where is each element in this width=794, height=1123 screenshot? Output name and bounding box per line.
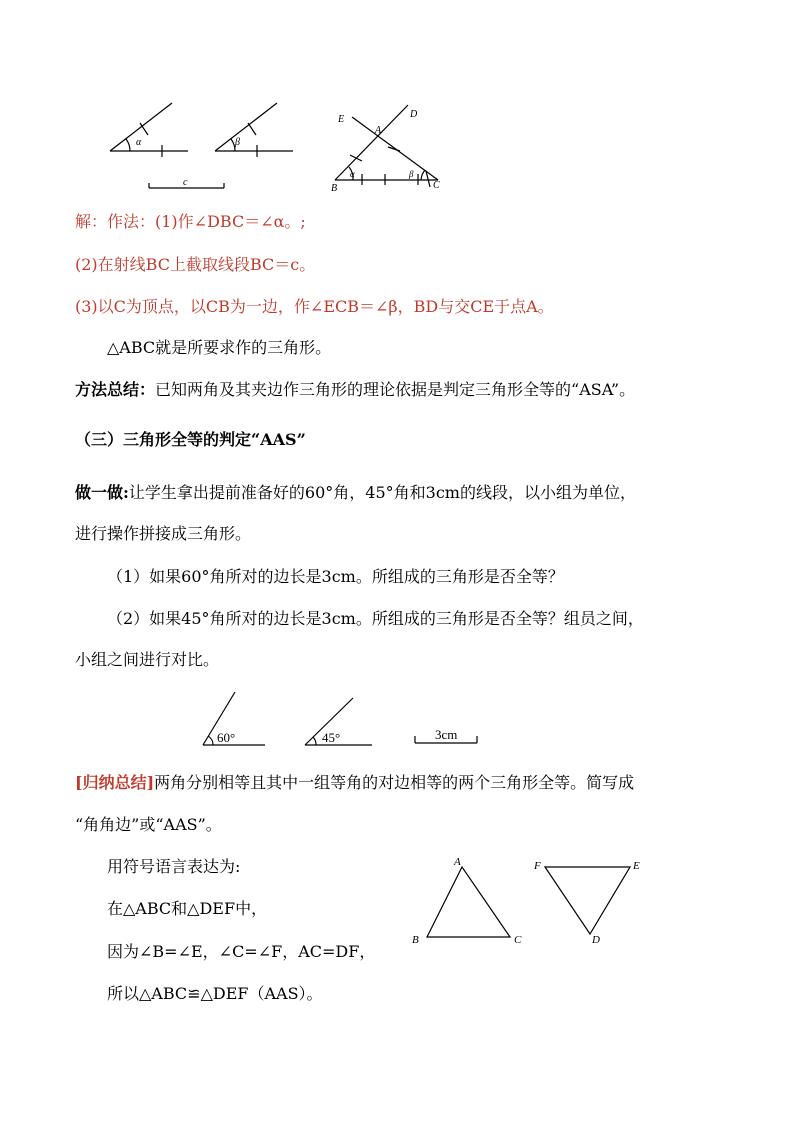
point-d-label: D xyxy=(410,109,418,120)
angle-45-label: 45° xyxy=(322,730,341,745)
tri-b-label: B xyxy=(412,934,419,946)
solution-step-3: (3)以C为顶点，以CB为一边，作∠ECB＝∠β，BD与交CE于点A。 xyxy=(75,297,554,316)
tri-alpha-label: α xyxy=(350,169,355,179)
beta-label: β xyxy=(235,137,240,148)
point-e-label: E xyxy=(338,114,345,125)
symbolic-line-1: 在△ABC和△DEF中， xyxy=(107,899,268,918)
activity-paragraph xyxy=(75,481,636,505)
tri-a-label: A xyxy=(454,856,461,868)
angle-segment-figure xyxy=(195,688,485,753)
solution-step-1: 解：作法：(1)作∠DBC＝∠α。; xyxy=(75,212,306,231)
symbolic-intro: 用符号语言表达为: xyxy=(107,857,241,876)
point-b-label: B xyxy=(331,183,338,194)
tri-d-label: D xyxy=(592,934,600,946)
alpha-label: α xyxy=(136,137,142,148)
solution-step-2: (2)在射线BC上截取线段BC＝c。 xyxy=(75,255,316,274)
angle-60-label: 60° xyxy=(217,730,236,745)
triangles-figure xyxy=(405,852,655,952)
point-a-label: A xyxy=(375,125,382,136)
point-c-label: C xyxy=(433,180,440,191)
tri-c-label: C xyxy=(514,934,522,946)
tri-e-label: E xyxy=(633,860,640,872)
segment-c-label: c xyxy=(183,177,188,188)
symbolic-line-3: 所以△ABC≌△DEF（AAS）。 xyxy=(107,984,323,1003)
activity-question-2-cont: 小组之间进行对比。 xyxy=(75,650,220,669)
summary-text-2: “角角边”或“AAS”。 xyxy=(75,815,222,834)
tri-f-label: F xyxy=(534,860,541,872)
segment-3cm-label: 3cm xyxy=(435,727,458,742)
activity-question-1: （1）如果60°角所对的边长是3cm。所组成的三角形是否全等？ xyxy=(107,567,564,586)
summary-label: [归纳总结] xyxy=(75,773,155,792)
construction-figure xyxy=(100,95,460,205)
activity-question-2: （2）如果45°角所对的边长是3cm。所组成的三角形是否全等？组员之间， xyxy=(107,609,644,628)
activity-text-2: 进行操作拼接成三角形。 xyxy=(75,524,252,543)
section-title: （三）三角形全等的判定“AAS” xyxy=(75,430,306,449)
activity-label: 做一做: xyxy=(75,483,129,502)
summary-paragraph xyxy=(75,771,634,795)
solution-conclusion: △ABC就是所要求作的三角形。 xyxy=(107,338,332,357)
method-text: 已知两角及其夹边作三角形的理论依据是判定三角形全等的“ASA”。 xyxy=(155,380,636,399)
activity-text-1: 让学生拿出提前准备好的60°角，45°角和3cm的线段，以小组为单位， xyxy=(128,483,636,502)
symbolic-line-2: 因为∠B=∠E，∠C=∠F，AC=DF， xyxy=(107,942,376,961)
summary-text-1: 两角分别相等且其中一组等角的对边相等的两个三角形全等。简写成 xyxy=(154,773,635,792)
method-summary xyxy=(75,378,635,402)
tri-beta-label: β xyxy=(409,169,414,179)
method-label: 方法总结： xyxy=(75,380,156,399)
